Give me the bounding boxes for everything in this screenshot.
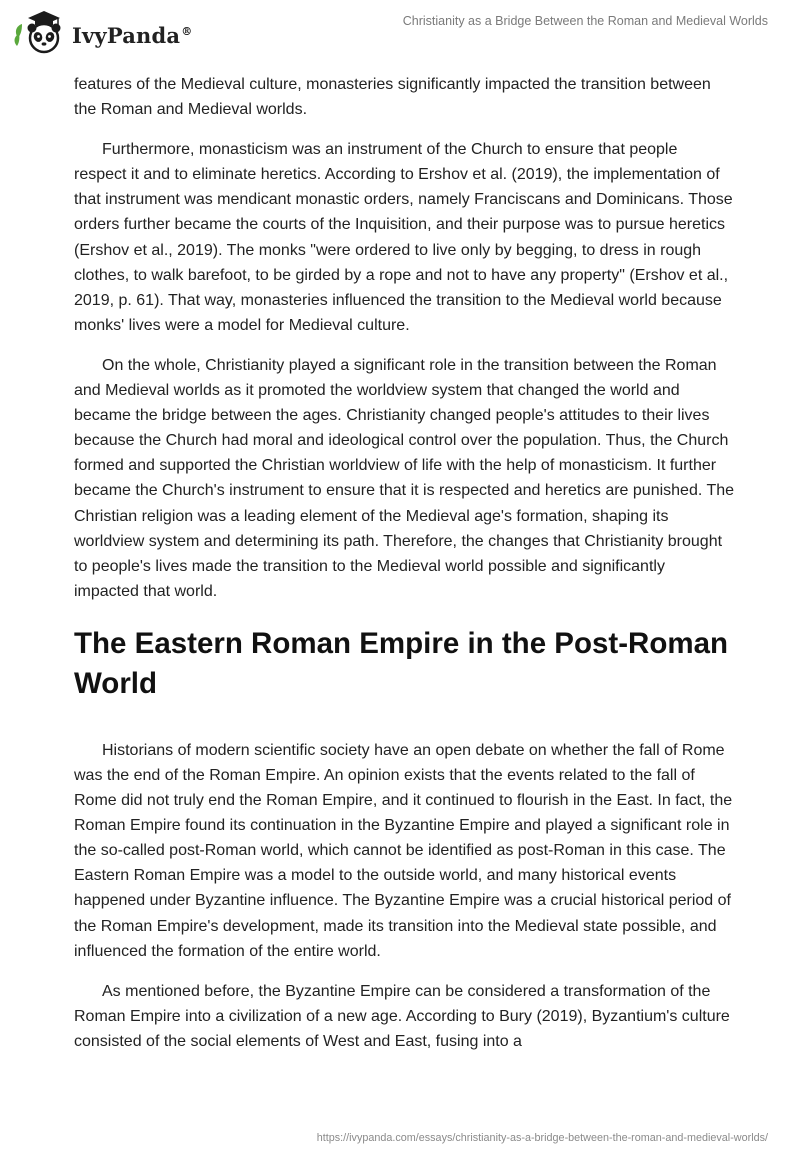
section-heading: The Eastern Roman Empire in the Post-Roman World [74, 626, 729, 700]
ivypanda-logo[interactable] [14, 8, 192, 56]
paragraph-3: On the whole, Christianity played a significant role in the transition between the Roman and Medieval worlds as it promoted the worldview system that changed the world and became the bridge between the ages. Christianity changed people's attitudes to their lives because the Church had moral and ideological control over the population. Thus, the Church formed and supported the Christian worldview of life with the help of monasticism. It further became the Church's instrument to ensure that it is respected and heretics are punished. The Christian religion was a leading element of the Medieval age's formation, shaping its worldview system and determining its path. Therefore, the changes that Christianity brought to people's lives made the transition to the Medieval world possible and significantly impacted that world. [74, 356, 735, 600]
logo-wordmark [72, 23, 192, 48]
page-header [0, 0, 800, 64]
logo-text: IvyPanda [72, 22, 181, 48]
source-url[interactable]: https://ivypanda.com/essays/christianity-as-a-bridge-between-the-roman-and-medieval-worlds/ [316, 1132, 768, 1144]
paragraph-1: features of the Medieval culture, monasteries significantly impacted the transition between the Roman and Medieval worlds. [74, 76, 711, 119]
paragraph-4: Historians of modern scientific society have an open debate on whether the fall of Rome was the end of the Roman Empire. An opinion exists that the events related to the fall of Rome did not truly end the Roman Empire, and it continued to flourish in the East. In fact, the Roman Empire found its continuation in the Byzantine Empire and played a significant role in the so-called post-Roman world, which cannot be identified as post-Roman in this case. The Eastern Roman Empire was a model to the outside world, and many historical events happened under Byzantine influence. The Byzantine Empire was a crucial historical period of the Roman Empire's development, made its transition into the Medieval state possible, and influenced the formation of the entire world. [74, 741, 733, 960]
running-title: Christianity as a Bridge Between the Roman and Medieval Worlds [402, 14, 768, 28]
paragraph-2: Furthermore, monasticism was an instrument of the Church to ensure that people respect it and to eliminate heretics. According to Ershov et al. (2019), the implementation of that instrument was mendicant monastic orders, namely Franciscans and Dominicans. Those orders further became the courts of the Inquisition, and their purpose was to pursue heretics (Ershov et al., 2019). The monks "were ordered to live only by begging, to dress in rough clothes, to walk barefoot, to be girded by a rope and not to have any property" (Ershov et al., 2019, p. 61). That way, monasteries influenced the transition to the Medieval world because monks' lives were a model for Medieval culture. [74, 141, 733, 334]
paragraph-5: As mentioned before, the Byzantine Empire can be considered a transformation of the Roman Empire into a civilization of a new age. According to Bury (2019), Byzantium's culture consisted of the social elements of West and East, fusing into a [74, 982, 730, 1050]
essay-body [74, 72, 734, 1069]
panda-graduate-icon [14, 8, 70, 56]
registered-mark: ® [181, 24, 193, 38]
